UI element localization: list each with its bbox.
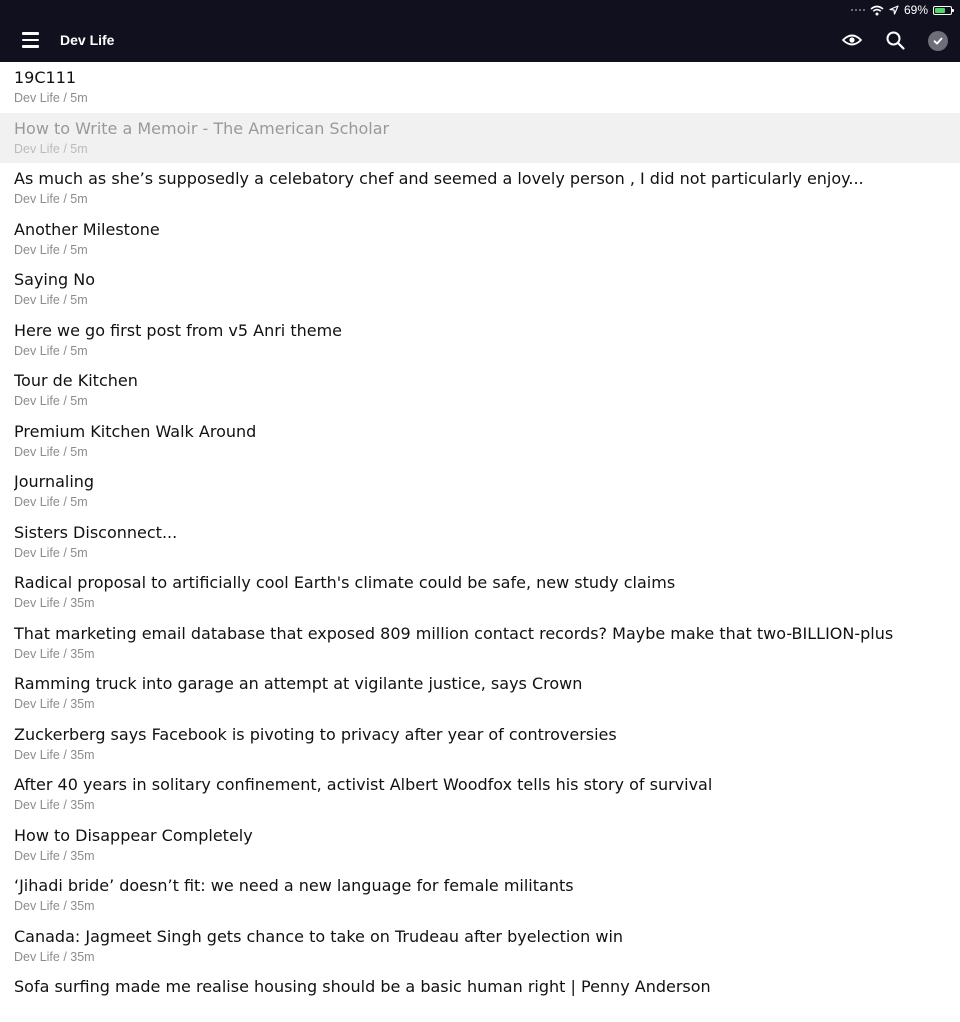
list-item[interactable] <box>0 921 960 972</box>
article-meta: Dev Life / 5m <box>14 242 88 257</box>
article-title: Ramming truck into garage an attempt at vigilante justice, says Crown <box>14 674 583 693</box>
article-meta: Dev Life / 5m <box>14 545 88 560</box>
list-item[interactable] <box>0 517 960 568</box>
list-item[interactable] <box>0 567 960 618</box>
article-title: Another Milestone <box>14 219 160 239</box>
page-title: Dev Life <box>60 32 115 48</box>
article-meta: Dev Life / 5m <box>14 343 88 358</box>
list-item[interactable] <box>0 163 960 214</box>
article-title: That marketing email database that exposed 809 million contact records? Maybe make that two-BILLION-plus <box>14 623 894 643</box>
article-meta: Dev Life / 5m <box>14 141 88 156</box>
list-item[interactable] <box>0 62 960 113</box>
list-item[interactable] <box>0 820 960 871</box>
article-title: Premium Kitchen Walk Around <box>14 421 257 441</box>
article-meta: Dev Life / 35m <box>14 697 95 711</box>
article-meta: Dev Life / 35m <box>14 646 95 661</box>
article-title: ‘Jihadi bride’ doesn’t fit: we need a new language for female militants <box>14 876 574 895</box>
article-title: Radical proposal to artificially cool Earth's climate could be safe, new study claims <box>14 573 676 592</box>
list-item[interactable] <box>0 416 960 467</box>
battery-percent: 69% <box>903 3 928 17</box>
article-meta: Dev Life / 35m <box>14 848 95 863</box>
list-item[interactable] <box>0 264 960 315</box>
list-item[interactable] <box>0 466 960 517</box>
search-icon[interactable] <box>884 29 906 51</box>
list-item[interactable] <box>0 365 960 416</box>
article-list <box>0 62 960 1022</box>
article-title: Sisters Disconnect... <box>14 522 178 542</box>
article-title: Canada: Jagmeet Singh gets chance to take on Trudeau after byelection win <box>14 926 624 946</box>
article-meta: Dev Life / 5m <box>14 394 88 408</box>
article-title: How to Disappear Completely <box>14 825 253 845</box>
list-item[interactable] <box>0 769 960 820</box>
article-meta: Dev Life / 35m <box>14 747 95 762</box>
article-meta: Dev Life / 5m <box>14 293 88 307</box>
list-item[interactable] <box>0 315 960 366</box>
article-meta: Dev Life / 35m <box>14 949 95 964</box>
list-item[interactable] <box>0 113 960 164</box>
status-bar <box>851 2 952 18</box>
article-meta: Dev Life / 5m <box>14 91 88 105</box>
article-meta: Dev Life / 35m <box>14 899 95 913</box>
list-item[interactable] <box>0 719 960 770</box>
signal-dots-icon <box>851 9 865 11</box>
battery-charging-icon <box>933 6 952 15</box>
article-meta: Dev Life / 5m <box>14 444 88 459</box>
article-title: Sofa surfing made me realise housing should be a basic human right | Penny Anderson <box>14 977 711 996</box>
article-title: After 40 years in solitary confinement, activist Albert Woodfox tells his story of survival <box>14 775 713 794</box>
check-icon <box>928 31 948 51</box>
app-bar <box>0 0 960 62</box>
article-meta: Dev Life / 35m <box>14 798 95 812</box>
article-title: Tour de Kitchen <box>14 371 138 390</box>
article-meta: Dev Life / 5m <box>14 495 88 509</box>
article-meta: Dev Life / 5m <box>14 192 88 206</box>
mark-all-read-button[interactable] <box>928 31 948 51</box>
article-title: Saying No <box>14 270 96 289</box>
article-title: 19C111 <box>14 68 77 87</box>
list-item[interactable] <box>0 668 960 719</box>
list-item[interactable] <box>0 971 960 1022</box>
article-title: Zuckerberg says Facebook is pivoting to privacy after year of controversies <box>14 724 617 744</box>
eye-icon[interactable] <box>841 29 863 51</box>
location-arrow-icon <box>889 5 899 15</box>
wifi-icon <box>870 5 884 16</box>
article-title: Here we go first post from v5 Anri theme <box>14 320 343 340</box>
article-title: As much as she’s supposedly a celebatory chef and seemed a lovely person , I did not particularly enjoy... <box>14 169 864 188</box>
menu-icon[interactable] <box>22 32 40 48</box>
list-item[interactable] <box>0 618 960 669</box>
article-title: How to Write a Memoir - The American Scholar <box>14 118 390 138</box>
article-title: Journaling <box>14 472 95 491</box>
list-item[interactable] <box>0 214 960 265</box>
article-meta: Dev Life / 35m <box>14 596 95 610</box>
list-item[interactable] <box>0 870 960 921</box>
